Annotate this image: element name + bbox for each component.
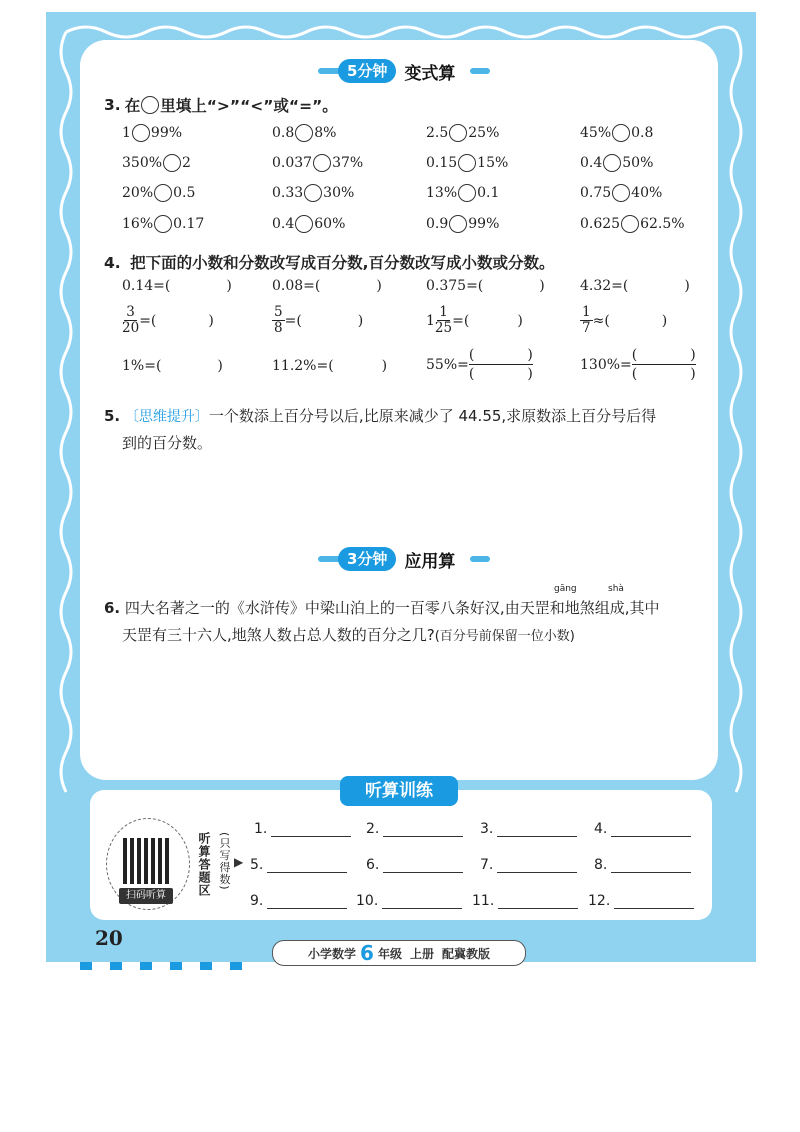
q4-number: 4. bbox=[104, 254, 121, 272]
section-title: 变式算 bbox=[404, 63, 456, 84]
section-banner-1 bbox=[338, 59, 455, 83]
q4-r1-item-2: 0.08=( ) bbox=[272, 278, 382, 294]
q5-line2: 到的百分数。 bbox=[122, 434, 213, 452]
answer-1[interactable]: 1. bbox=[254, 820, 351, 837]
pinyin-gang: gāng bbox=[554, 584, 577, 594]
q3-item: 1 99% bbox=[122, 125, 183, 141]
q3-item: 0.33 30% bbox=[272, 185, 355, 201]
answer-10[interactable]: 10. bbox=[356, 892, 462, 909]
q3-title-pre: 在 bbox=[124, 97, 141, 115]
q4-r2-item-2: $\frac{5}{8}$ =( ) bbox=[274, 304, 364, 336]
answer-3[interactable]: 3. bbox=[480, 820, 577, 837]
q3-item: 0.8 8% bbox=[272, 125, 337, 141]
answer-area-note: (只写得数) bbox=[218, 832, 231, 891]
answer-circle[interactable] bbox=[295, 124, 313, 142]
circle-icon bbox=[141, 96, 159, 114]
q3-item: 2.5 25% bbox=[426, 125, 500, 141]
q3-item: 0.9 99% bbox=[426, 216, 500, 232]
q5-line1: 5. 〔思维提升〕一个数添上百分号以后,比原来减少了 44.55,求原数添上百分号后得 bbox=[104, 407, 657, 425]
q3-item: 350% 2 bbox=[122, 155, 191, 171]
q4-title-text: 把下面的小数和分数改写成百分数,百分数改写成小数或分数。 bbox=[130, 254, 555, 272]
answer-circle[interactable] bbox=[621, 215, 639, 233]
q3-item: 45% 0.8 bbox=[580, 125, 654, 141]
q4-r3-item-2: 11.2%=( ) bbox=[272, 358, 388, 374]
answer-circle[interactable] bbox=[154, 184, 172, 202]
answer-circle[interactable] bbox=[612, 124, 630, 142]
answer-circle[interactable] bbox=[612, 184, 630, 202]
q4-r3-item-4: 130%= ( ) ( ) bbox=[580, 347, 696, 382]
time-pill: 3分钟 bbox=[338, 547, 396, 571]
answer-5[interactable]: 5. bbox=[250, 856, 347, 873]
time-pill: 5分钟 bbox=[338, 59, 396, 83]
pinyin-sha: shà bbox=[608, 584, 624, 594]
answer-6[interactable]: 6. bbox=[366, 856, 463, 873]
q4-r1-item-3: 0.375=( ) bbox=[426, 278, 545, 294]
section-title: 应用算 bbox=[404, 551, 456, 572]
q4-r2-item-4: $\frac{1}{7}$ ≈( ) bbox=[582, 304, 668, 336]
answer-2[interactable]: 2. bbox=[366, 820, 463, 837]
answer-7[interactable]: 7. bbox=[480, 856, 577, 873]
q4-r1-item-1: 0.14=( ) bbox=[122, 278, 232, 294]
answer-circle[interactable] bbox=[458, 154, 476, 172]
banner-line-right bbox=[470, 556, 490, 562]
q3-item: 16% 0.17 bbox=[122, 216, 205, 232]
q4-title bbox=[104, 251, 554, 273]
answer-4[interactable]: 4. bbox=[594, 820, 691, 837]
q3-item: 0.15 15% bbox=[426, 155, 509, 171]
answer-circle[interactable] bbox=[154, 215, 172, 233]
q6-line1: 6. 四大名著之一的《水浒传》中梁山泊上的一百零八条好汉,由天罡和地煞组成,其中 bbox=[104, 599, 660, 617]
q3-item: 20% 0.5 bbox=[122, 185, 196, 201]
answer-circle[interactable] bbox=[313, 154, 331, 172]
q4-r3-item-3: 55%= ( ) ( ) bbox=[426, 347, 533, 382]
q3-item: 0.037 37% bbox=[272, 155, 364, 171]
answer-12[interactable]: 12. bbox=[588, 892, 694, 909]
q3-item: 0.4 50% bbox=[580, 155, 654, 171]
page-number: 20 bbox=[95, 926, 123, 950]
triangle-arrow-icon: ▶ bbox=[234, 855, 244, 869]
answer-circle[interactable] bbox=[603, 154, 621, 172]
answer-circle[interactable] bbox=[132, 124, 150, 142]
answer-11[interactable]: 11. bbox=[472, 892, 578, 909]
q3-number: 3. bbox=[104, 96, 121, 114]
answer-circle[interactable] bbox=[449, 215, 467, 233]
q4-r2-item-1: $\frac{3}{20}$ =( ) bbox=[122, 304, 214, 336]
grade-number: 6 bbox=[360, 941, 374, 965]
answer-9[interactable]: 9. bbox=[250, 892, 347, 909]
answer-area-label: 听算答题区 bbox=[197, 832, 211, 897]
qr-label: 扫码听算 bbox=[119, 888, 173, 904]
q4-r1-item-4: 4.32=( ) bbox=[580, 278, 690, 294]
q3-title-post: 里填上“>”“<”或“=”。 bbox=[160, 97, 338, 115]
qr-code-icon[interactable] bbox=[123, 838, 169, 884]
book-footer: 小学数学 6 年级 上册 配冀教版 bbox=[272, 940, 526, 966]
answer-circle[interactable] bbox=[295, 215, 313, 233]
answer-8[interactable]: 8. bbox=[594, 856, 691, 873]
q3-item: 0.625 62.5% bbox=[580, 216, 685, 232]
answer-circle[interactable] bbox=[458, 184, 476, 202]
thinking-tag: 〔思维提升〕 bbox=[124, 409, 209, 425]
q3-item: 13% 0.1 bbox=[426, 185, 500, 201]
listening-title: 听算训练 bbox=[340, 776, 458, 806]
section-banner-2 bbox=[338, 547, 455, 571]
q3-item: 0.4 60% bbox=[272, 216, 346, 232]
q3-item: 0.75 40% bbox=[580, 185, 663, 201]
q4-r2-item-3: 1 $\frac{1}{25}$ =( ) bbox=[426, 304, 523, 336]
q4-r3-item-1: 1%=( ) bbox=[122, 358, 223, 374]
answer-circle[interactable] bbox=[449, 124, 467, 142]
answer-circle[interactable] bbox=[163, 154, 181, 172]
q3-title bbox=[104, 94, 338, 116]
q6-line2: 天罡有三十六人,地煞人数占总人数的百分之几?(百分号前保留一位小数) bbox=[122, 626, 575, 644]
answer-circle[interactable] bbox=[304, 184, 322, 202]
decorative-ticks bbox=[80, 955, 260, 974]
banner-line-right bbox=[470, 68, 490, 74]
